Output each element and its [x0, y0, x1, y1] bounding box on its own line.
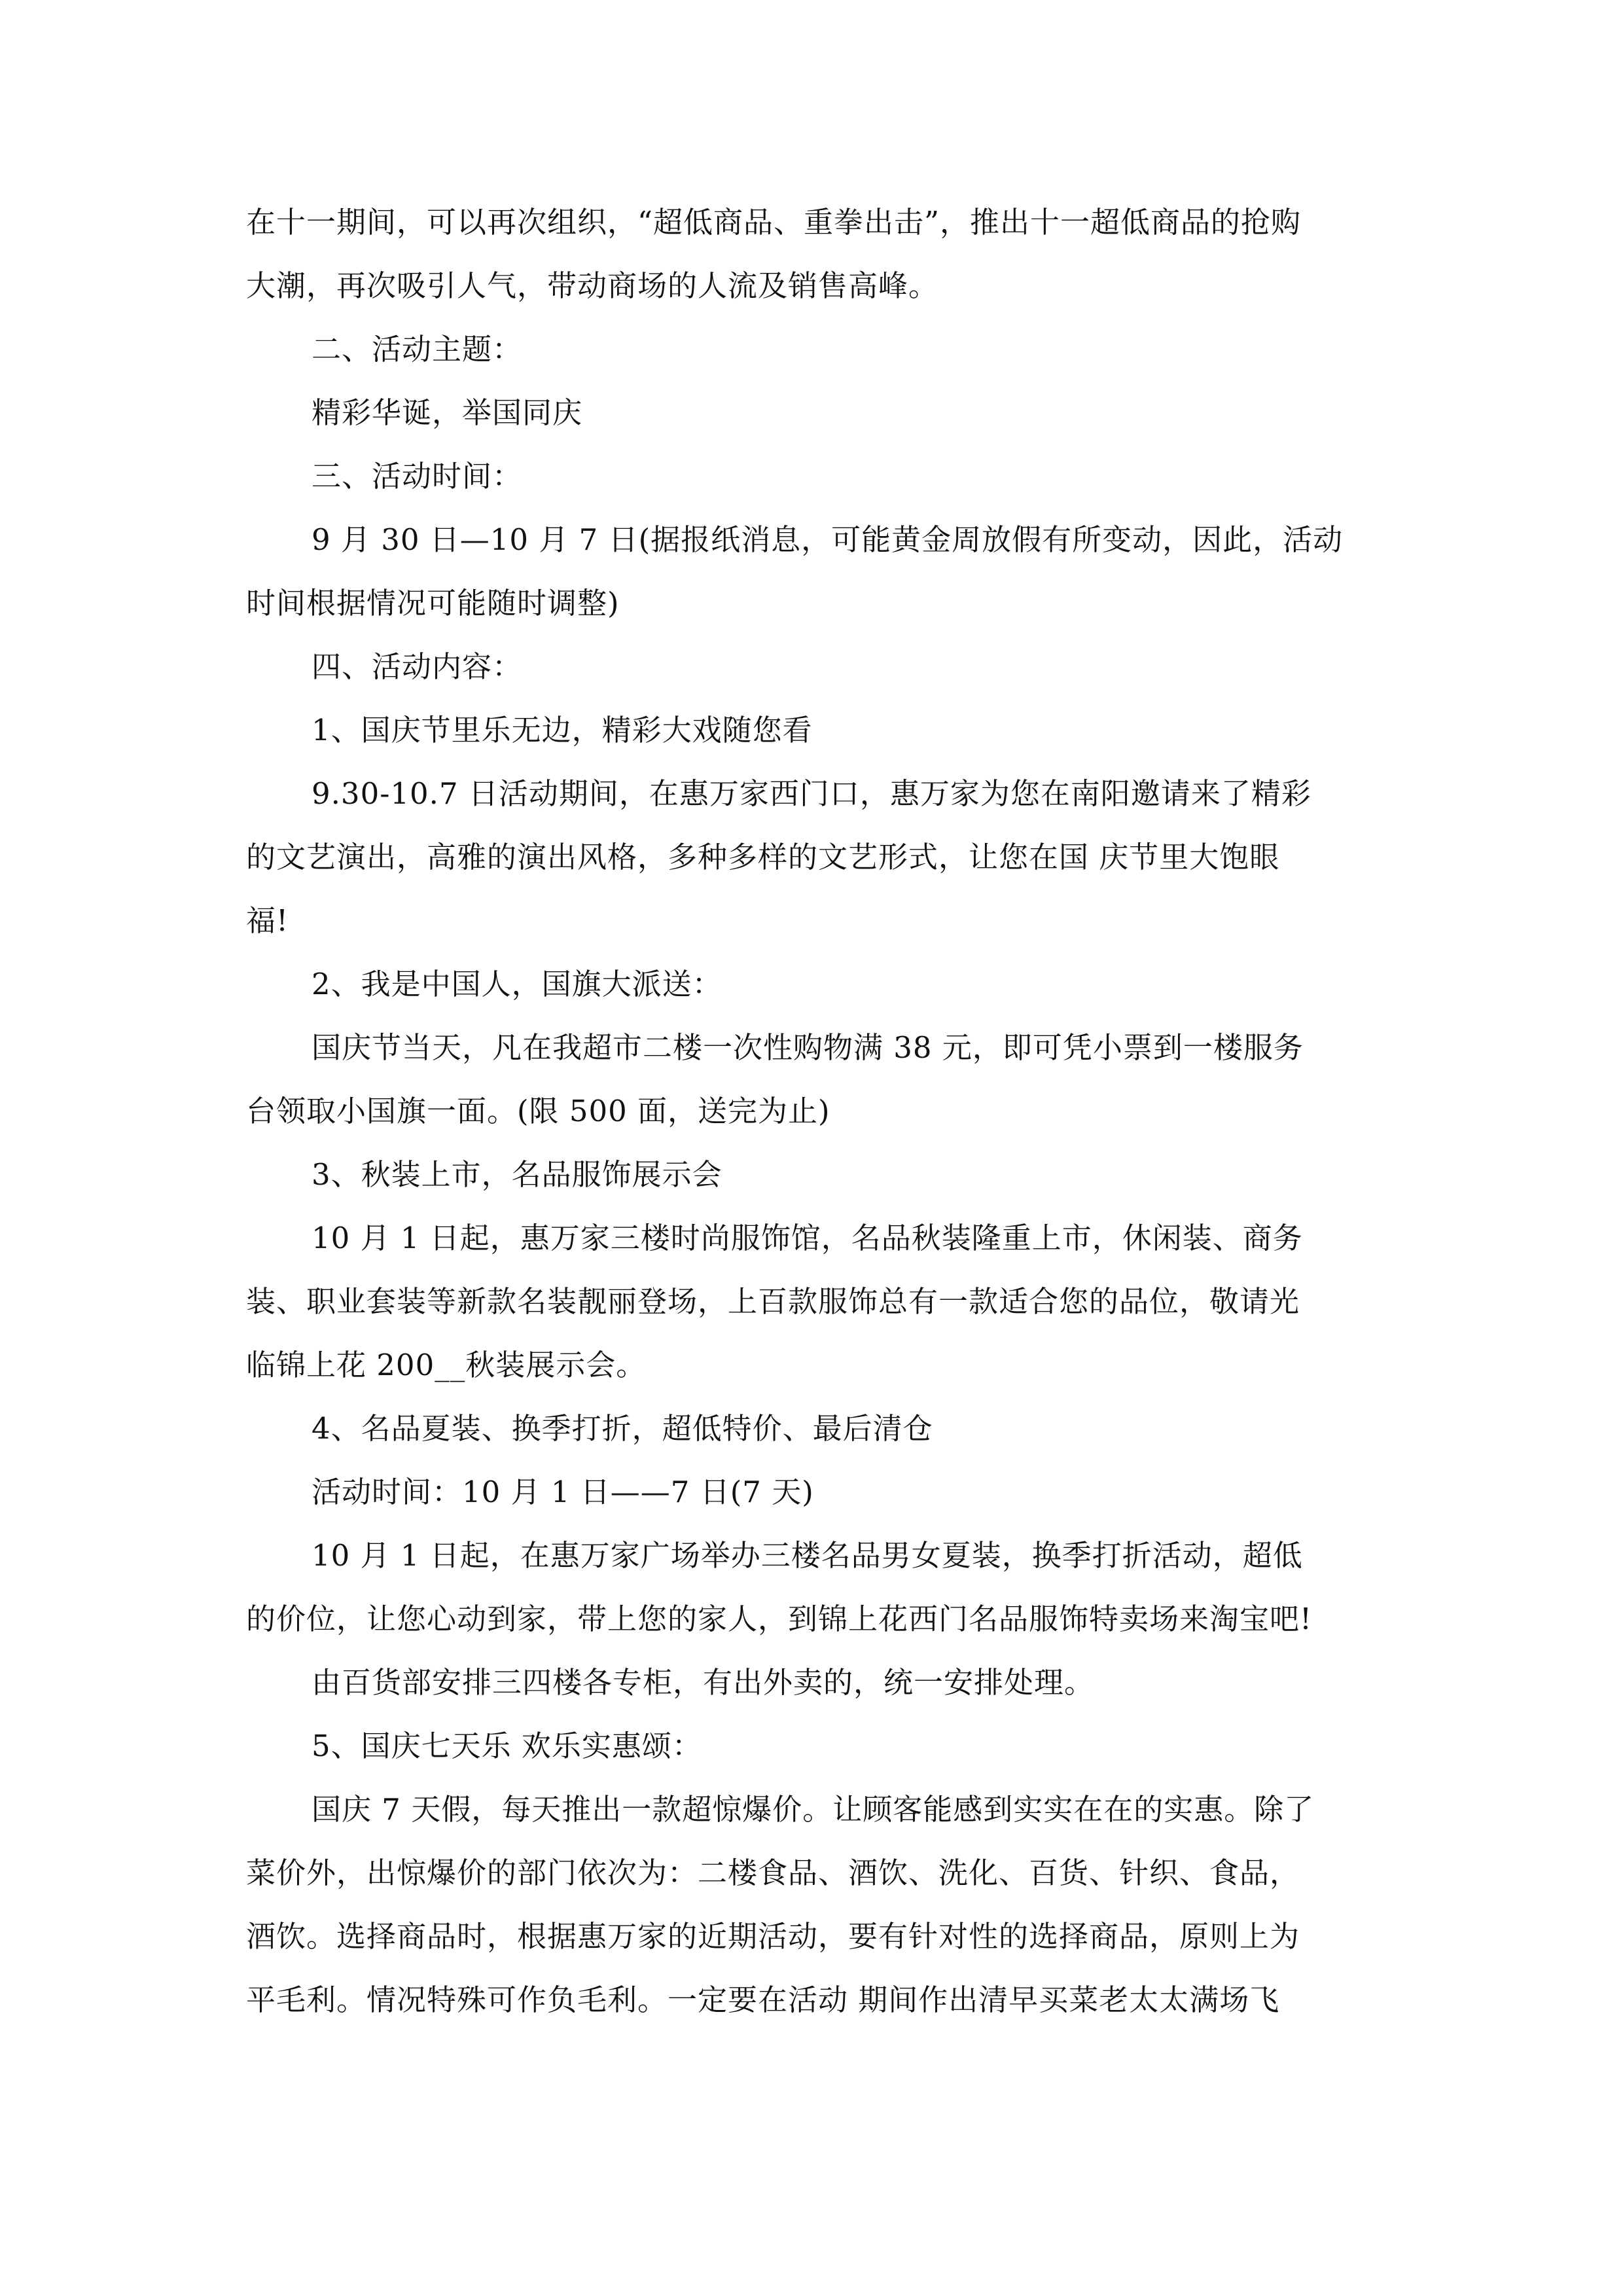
text-line: 装、职业套装等新款名装靓丽登场，上百款服饰总有一款适合您的品位，敬请光 [246, 1284, 1300, 1319]
text-line: 临锦上花 200__秋装展示会。 [246, 1348, 647, 1382]
item-heading-3: 3、秋装上市，名品服饰展示会 [312, 1157, 722, 1192]
text-line: 的文艺演出，高雅的演出风格，多种多样的文艺形式，让您在国 庆节里大饱眼 [246, 840, 1280, 874]
item-heading-5: 5、国庆七天乐 欢乐实惠颂： [312, 1729, 702, 1763]
section-heading-theme: 二、活动主题： [312, 332, 523, 367]
text-line: 9.30-10.7 日活动期间，在惠万家西门口，惠万家为您在南阳邀请来了精彩 [312, 776, 1311, 811]
item-heading-4: 4、名品夏装、换季打折，超低特价、最后清仓 [312, 1411, 933, 1446]
text-line: 由百货部安排三四楼各专柜，有出外卖的，统一安排处理。 [312, 1665, 1095, 1700]
item-heading-1: 1、国庆节里乐无边，精彩大戏随您看 [312, 713, 813, 747]
text-line: 10 月 1 日起，惠万家三楼时尚服饰馆，名品秋装隆重上市，休闲装、商务 [312, 1221, 1303, 1255]
text-line: 菜价外，出惊爆价的部门依次为：二楼食品、酒饮、洗化、百货、针织、食品， [246, 1856, 1300, 1890]
text-line: 在十一期间，可以再次组织，“超低商品、重拳出击”，推出十一超低商品的抢购 [246, 205, 1302, 240]
text-line: 酒饮。选择商品时，根据惠万家的近期活动，要有针对性的选择商品，原则上为 [246, 1919, 1300, 1954]
text-line: 的价位，让您心动到家，带上您的家人，到锦上花西门名品服饰特卖场来淘宝吧! [246, 1602, 1313, 1636]
text-line: 活动时间：10 月 1 日——7 日(7 天) [312, 1475, 814, 1509]
section-heading-time: 三、活动时间： [312, 459, 523, 493]
text-line: 国庆节当天，凡在我超市二楼一次性购物满 38 元，即可凭小票到一楼服务 [312, 1030, 1304, 1065]
text-line: 时间根据情况可能随时调整) [246, 586, 620, 620]
text-line: 台领取小国旗一面。(限 500 面，送完为止) [246, 1094, 830, 1128]
text-line: 大潮，再次吸引人气，带动商场的人流及销售高峰。 [246, 268, 939, 303]
section-heading-content: 四、活动内容： [312, 649, 523, 684]
text-line: 9 月 30 日—10 月 7 日(据报纸消息，可能黄金周放假有所变动，因此，活动 [312, 522, 1344, 557]
text-line: 福! [246, 903, 289, 938]
text-line: 精彩华诞，举国同庆 [312, 395, 583, 430]
item-heading-2: 2、我是中国人，国旗大派送： [312, 967, 722, 1001]
text-line: 国庆 7 天假，每天推出一款超惊爆价。让顾客能感到实实在在的实惠。除了 [312, 1792, 1315, 1827]
text-line: 10 月 1 日起，在惠万家广场举办三楼名品男女夏装，换季打折活动，超低 [312, 1538, 1303, 1573]
text-line: 平毛利。情况特殊可作负毛利。一定要在活动 期间作出清早买菜老太太满场飞 [246, 1982, 1280, 2017]
